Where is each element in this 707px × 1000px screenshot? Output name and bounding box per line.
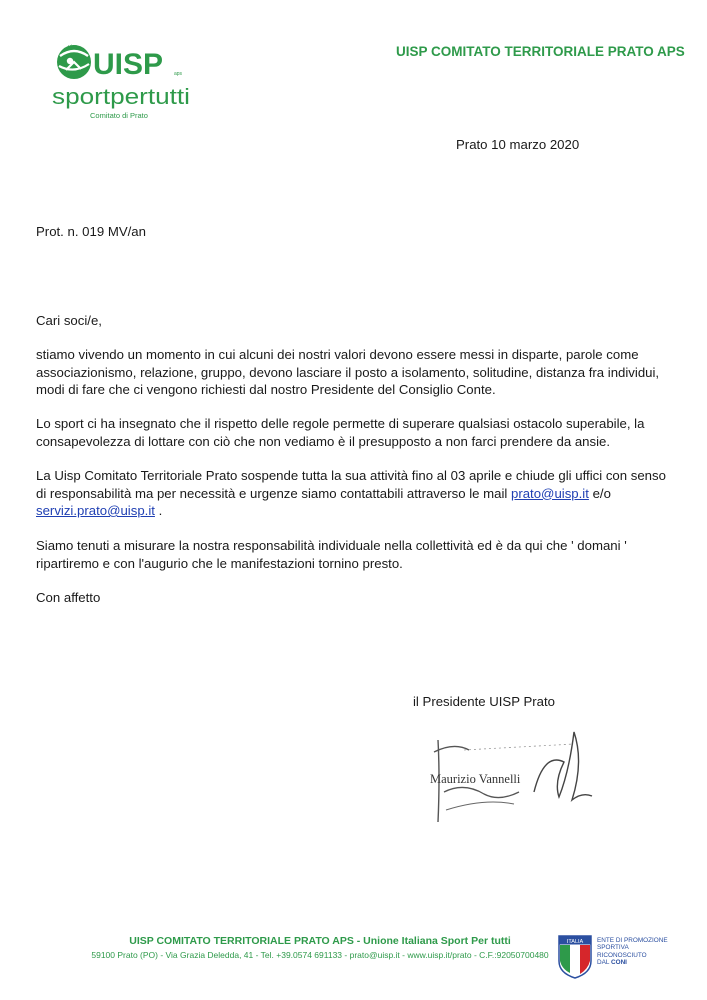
logo-subline: Comitato di Prato bbox=[90, 111, 148, 120]
coni-prefix: DAL bbox=[597, 959, 611, 967]
globe-runner-icon bbox=[57, 45, 91, 79]
signature bbox=[424, 722, 594, 832]
logo-tagline: sportpertutti bbox=[52, 84, 190, 109]
shield-country: ITALIA bbox=[566, 939, 584, 945]
email-link-servizi[interactable]: servizi.prato@uisp.it bbox=[36, 503, 155, 518]
coni-bold: CONI bbox=[610, 959, 627, 967]
paragraph-3 bbox=[36, 467, 676, 520]
coni-shield-icon bbox=[558, 935, 592, 979]
coni-recognition bbox=[597, 937, 677, 967]
footer-address: 59100 Prato (PO) - Via Grazia Deledda, 41 - Tel. +39.0574 691133 - prato@uisp.it - www.uisp.it/prato - C.F.:92050700480 bbox=[91, 950, 549, 960]
protocol-number: Prot. n. 019 MV/an bbox=[36, 224, 146, 239]
coni-line-2: SPORTIVA bbox=[597, 944, 629, 952]
paragraph-1: stiamo vivendo un momento in cui alcuni dei nostri valori devono essere messi in disparte, parole come associazionismo, relazione, gruppo, devono lasciare il posto a isolamento, solitudine, distanza fra individui, modi di fare che ci vengono richiesti dal nostro Presidente del Consiglio Conte. bbox=[36, 347, 660, 397]
footer-title: UISP COMITATO TERRITORIALE PRATO APS - Unione Italiana Sport Per tutti bbox=[129, 935, 511, 947]
paragraph-2: Lo sport ci ha insegnato che il rispetto delle regole permette di superare qualsiasi ostacolo superabile, la consapevolezza di lottare con ciò che non vediamo è il presupposto a non farci prendere da ansie. bbox=[36, 416, 645, 449]
letter-date: Prato 10 marzo 2020 bbox=[456, 137, 580, 152]
closing: Con affetto bbox=[36, 590, 101, 605]
signature-name: Maurizio Vannelli bbox=[430, 772, 521, 786]
logo-brand: UISP bbox=[93, 48, 164, 81]
email-link-prato[interactable]: prato@uisp.it bbox=[511, 485, 589, 501]
paragraph-3-end: . bbox=[154, 503, 163, 518]
paragraph-4: Siamo tenuti a misurare la nostra responsabilità individuale nella collettività ed è da qui che ' domani ' ripartiremo e con l'augurio che le manifestazioni tornino presto. bbox=[36, 538, 627, 571]
coni-line-4 bbox=[597, 959, 677, 966]
president-title: il Presidente UISP Prato bbox=[413, 694, 555, 709]
header-title: UISP COMITATO TERRITORIALE PRATO APS bbox=[396, 44, 685, 59]
coni-line-1: ENTE DI PROMOZIONE bbox=[597, 937, 668, 944]
logo-aps: aps bbox=[174, 71, 183, 77]
coni-line-3: RICONOSCIUTO bbox=[597, 951, 647, 959]
uisp-logo bbox=[50, 42, 195, 122]
logo-tiny-text: uisp bbox=[68, 44, 78, 50]
paragraph-3-text: La Uisp Comitato Territoriale Prato sospende tutta la sua attività fino al 03 aprile e chiude gli uffici con senso di responsabilità ma per necessità e urgenze siamo contattabili attraverso le mail bbox=[36, 468, 666, 501]
greeting: Cari soci/e, bbox=[36, 313, 102, 328]
paragraph-3-connector: e/o bbox=[588, 485, 611, 501]
